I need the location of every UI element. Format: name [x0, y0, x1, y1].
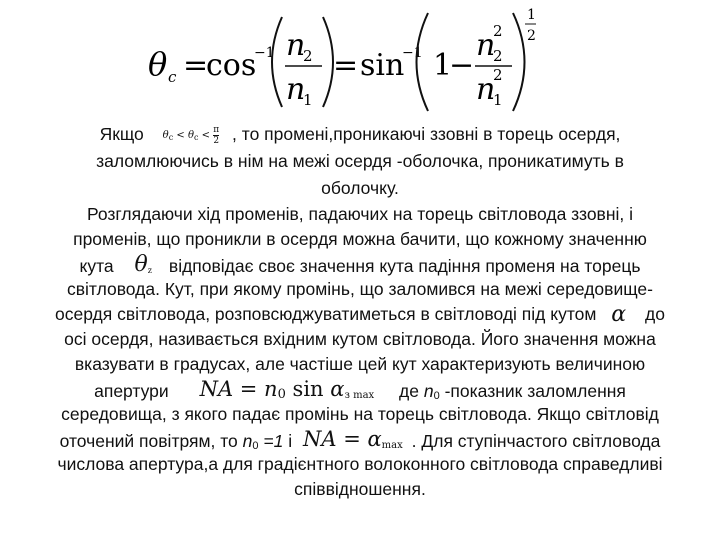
- text-line-1: [0, 123, 720, 146]
- text-if: Якщо: [99, 124, 144, 144]
- n0-air-symbol: n: [242, 431, 253, 452]
- text-angle: кута: [79, 256, 114, 277]
- sq-fraction-num-sub: 2: [493, 47, 503, 65]
- text-line-11-rest: -показник заломлення: [444, 381, 626, 402]
- text-line-13-end: Для ступінчастого світловода: [421, 431, 661, 452]
- text-line-8-start: осердя світловода, розповсюджуватиметься в світловоді під кутом: [55, 304, 597, 325]
- alpha-symbol: α: [611, 302, 627, 327]
- text-line-13: оточений повітрям, то n0 =1 і NA = αmax . Для ступінчастого світловода: [0, 428, 720, 458]
- equals-sign-1: =: [183, 48, 209, 83]
- sq-fraction-num-sup: 2: [493, 22, 503, 40]
- fraction-numerator-sub: 2: [303, 47, 313, 65]
- text-and: і: [288, 431, 293, 452]
- text-line-14: числова апертура,а для градієнтного волоконного світловода справедливі: [57, 454, 663, 474]
- n0-symbol: n: [423, 381, 434, 402]
- sq-fraction-num-n: n: [476, 28, 496, 63]
- text-line-10: вказувати в градусах, але частіше цей кут характеризують величиною: [74, 354, 646, 374]
- numerical-aperture-formula: NA = n0 sin αз max: [199, 377, 375, 402]
- text-line-12: середовища, з якого падає промінь на торець світловода. Якщо світловід: [61, 404, 659, 424]
- text-line-8-end: до: [645, 304, 665, 325]
- text-line-2: заломлюючись в нім на межі осердя -оболочка, проникатимуть в: [96, 151, 624, 171]
- sq-fraction-den-n: n: [476, 72, 496, 107]
- text-line-3: оболочку.: [321, 178, 399, 198]
- cos-label: cos: [206, 48, 257, 83]
- equals-sign-2: =: [333, 48, 359, 83]
- theta-c-symbol: θ: [148, 45, 168, 83]
- fraction-denominator-sub: 1: [303, 91, 313, 109]
- text-line-7: світловода. Кут, при якому промінь, що заломився на межі середовище-: [67, 279, 653, 299]
- air-aperture-formula: NA = αmax: [302, 427, 403, 451]
- text-line-1-rest: , то промені,проникаючі ззовні в торець осердя,: [232, 124, 621, 144]
- text-line-8: [0, 303, 720, 328]
- sin-inverse-exp: −1: [402, 45, 423, 61]
- fiber-angle-formula: [0, 0, 720, 120]
- theta-z-symbol: θz: [134, 252, 153, 277]
- text-line-15: співвідношення.: [294, 479, 426, 499]
- text-line-13-start: оточений повітрям, то: [59, 431, 238, 452]
- text-line-6-rest: відповідає своє значення кута падіння променя на торець: [168, 256, 641, 277]
- half-exp-numerator: 1: [527, 7, 536, 23]
- right-paren-open: [417, 13, 429, 111]
- fraction-numerator-n: n: [286, 28, 306, 63]
- theta-c-subscript: c: [168, 68, 177, 86]
- text-where: де: [399, 381, 419, 402]
- left-paren-open: [272, 17, 282, 107]
- one-term: 1: [433, 48, 453, 83]
- n0-air-value: =1: [263, 431, 284, 452]
- minus-sign: −: [449, 48, 475, 83]
- sq-fraction-den-sup: 2: [493, 66, 503, 84]
- text-aperture: апертури: [94, 381, 169, 402]
- sin-label: sin: [360, 48, 405, 83]
- text-line-11: апертури NA = n0 sin αз max де n0 -показник заломлення: [0, 378, 720, 408]
- condition-formula: $\theta_c < \theta_c$ < $\frac{\pi}{2}$: [162, 124, 220, 146]
- half-exp-denominator: 2: [527, 28, 536, 44]
- text-line-5: променів, що проникли в осердя можна бачити, що кожному значенню: [73, 229, 647, 249]
- left-paren-close: [323, 17, 333, 107]
- text-line-4: Розглядаючи хід променів, падаючих на торець світловода ззовні, і: [86, 204, 634, 224]
- cos-inverse-exp: −1: [254, 45, 275, 61]
- sq-fraction-den-sub: 1: [493, 91, 503, 109]
- text-line-9: осі осердя, називається вхідним кутом світловода. Його значення можна: [64, 329, 656, 349]
- fraction-denominator-n: n: [286, 72, 306, 107]
- right-paren-close: [513, 13, 525, 111]
